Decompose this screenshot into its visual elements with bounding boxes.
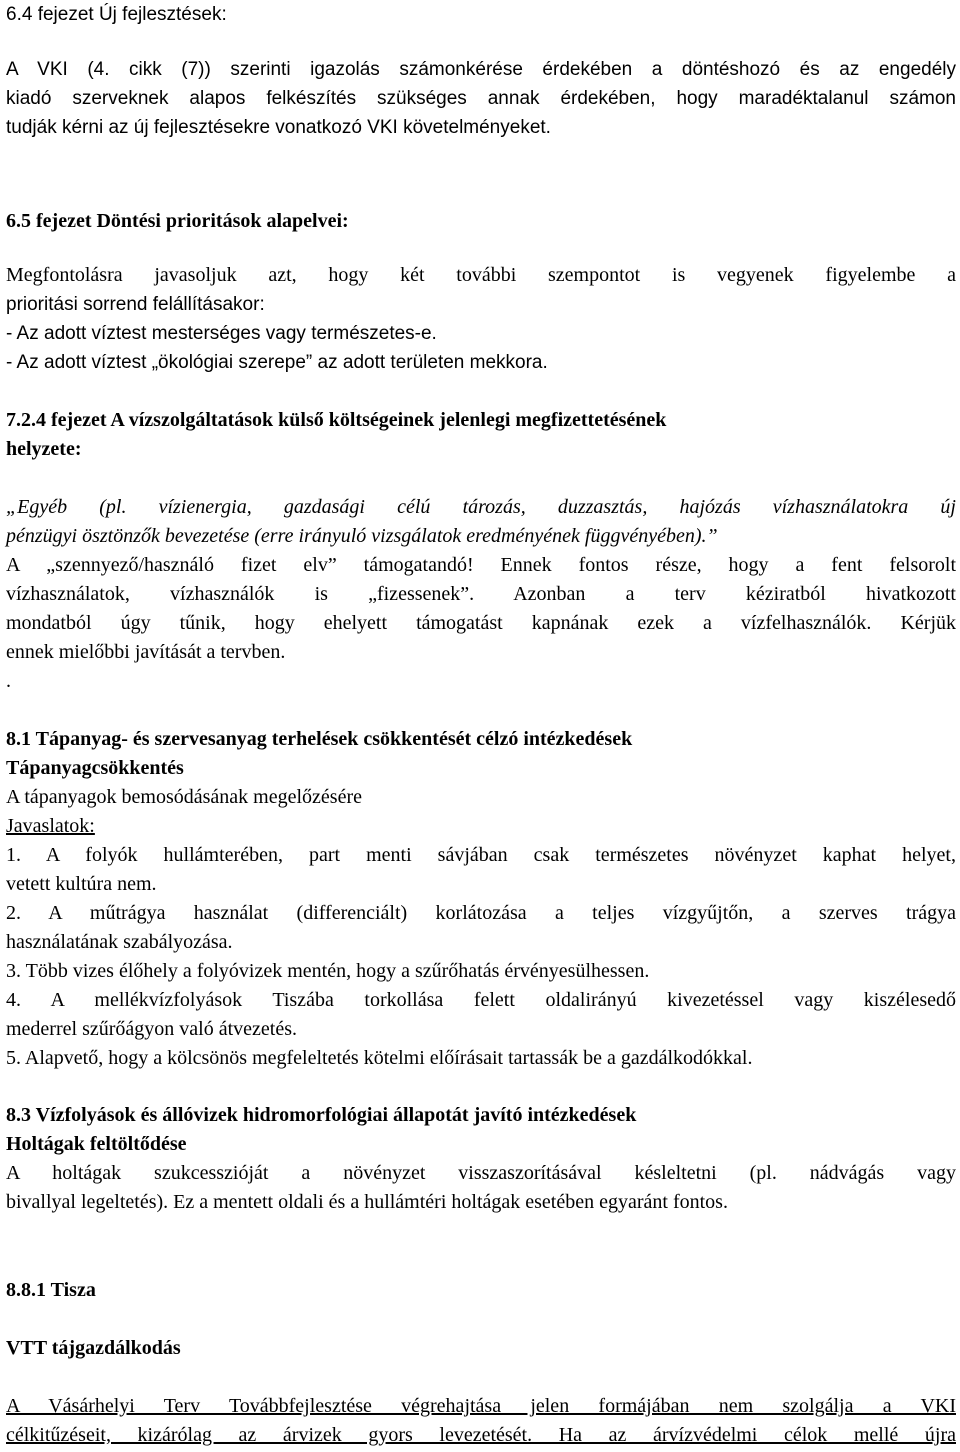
paragraph-line: .: [6, 670, 11, 692]
list-item-cont: vetett kultúra nem.: [6, 873, 157, 895]
section-6-4-title: 6.4 fejezet Új fejlesztések:: [6, 4, 227, 25]
section-8-1-intro: A tápanyagok bemosódásának megelőzésére: [6, 786, 362, 808]
section-8-3-subtitle: Holtágak feltöltődése: [6, 1133, 187, 1155]
section-7-2-4: [6, 406, 956, 464]
list-item-cont: használatának szabályozása.: [6, 931, 233, 953]
paragraph-line: - Az adott víztest mesterséges vagy természetes-e.: [6, 323, 437, 344]
section-8-3: [6, 1101, 956, 1217]
paragraph-line: Megfontolásra javasoljuk azt, hogy két további szempontot is vegyenek figyelembe a: [6, 264, 956, 286]
paragraph-line: vízhasználatok, vízhasználók is „fizessenek”. Azonban a terv kéziratból hivatkozott: [6, 583, 956, 605]
quote-line: „Egyéb (pl. vízienergia, gazdasági célú tározás, duzzasztás, hajózás vízhasználatokra új: [6, 496, 956, 518]
section-8-1-title: 8.1 Tápanyag- és szervesanyag terhelések csökkentését célzó intézkedések: [6, 728, 633, 750]
proposals-label: Javaslatok:: [6, 815, 95, 837]
quote-line: pénzügyi ösztönzők bevezetése (erre irányuló vizsgálatok eredményének függvényében).”: [6, 525, 718, 547]
section-6-4: [6, 0, 956, 29]
section-6-4-body: [6, 55, 956, 142]
section-8-8-1: [6, 1276, 956, 1305]
paragraph-line: - Az adott víztest „ökológiai szerepe” az adott területen mekkora.: [6, 352, 548, 373]
paragraph-line: kiadó szerveknek alapos felkészítés szükséges annak érdekében, hogy maradéktalanul számon: [6, 88, 956, 109]
underlined-line: A Vásárhelyi Terv Továbbfejlesztése végrehajtása jelen formájában nem szolgálja a VKI: [6, 1395, 956, 1417]
section-8-3-title: 8.3 Vízfolyások és állóvizek hidromorfológiai állapotát javító intézkedések: [6, 1104, 637, 1126]
section-6-5-title: 6.5 fejezet Döntési prioritások alapelvei:: [6, 210, 349, 232]
section-vtt-body: [6, 1392, 956, 1450]
section-8-8-1-title: 8.8.1 Tisza: [6, 1279, 96, 1301]
paragraph-line: A holtágak szukcesszióját a növényzet visszaszorításával késleltetni (pl. nádvágás vagy: [6, 1162, 956, 1184]
list-item-cont: mederrel szűrőágyon való átvezetés.: [6, 1018, 297, 1040]
underlined-line: célkitűzéseit, kizárólag az árvizek gyors levezetését. Ha az árvízvédelmi célok mellé újra: [6, 1424, 956, 1446]
section-vtt: [6, 1334, 956, 1363]
section-8-1-subtitle: Tápanyagcsökkentés: [6, 757, 184, 779]
section-6-5: [6, 207, 956, 236]
paragraph-line: mondatból úgy tűnik, hogy ehelyett támogatást kapnának ezek a vízfelhasználók. Kérjük: [6, 612, 956, 634]
paragraph-line: A VKI (4. cikk (7)) szerinti igazolás számonkérése érdekében a döntéshozó és az engedély: [6, 59, 956, 80]
section-7-2-4-title-line1: 7.2.4 fejezet A vízszolgáltatások külső költségeinek jelenlegi megfizettetésének: [6, 409, 667, 431]
list-item: 3. Több vizes élőhely a folyóvizek mentén, hogy a szűrőhatás érvényesülhessen.: [6, 960, 650, 982]
paragraph-line: tudják kérni az új fejlesztésekre vonatkozó VKI követelményeket.: [6, 117, 551, 138]
section-8-1: [6, 725, 956, 1073]
list-item: 5. Alapvető, hogy a kölcsönös megfeleltetés kötelmi előírásait tartassák be a gazdálkodókkal.: [6, 1047, 753, 1069]
paragraph-line: A „szennyező/használó fizet elv” támogatandó! Ennek fontos része, hogy a fent felsorolt: [6, 554, 956, 576]
paragraph-line: bivallyal legeltetés). Ez a mentett oldali és a hullámtéri holtágak esetében egyaránt fontos.: [6, 1191, 728, 1213]
list-item: 1. A folyók hullámterében, part menti sávjában csak természetes növényzet kaphat helyet,: [6, 844, 956, 866]
list-item: 2. A műtrágya használat (differenciált) korlátozása a teljes vízgyűjtőn, a szerves trágya: [6, 902, 956, 924]
paragraph-line: ennek mielőbbi javítását a tervben.: [6, 641, 286, 663]
section-7-2-4-title-line2: helyzete:: [6, 438, 82, 460]
section-6-5-body: [6, 261, 956, 377]
section-vtt-title: VTT tájgazdálkodás: [6, 1337, 181, 1359]
list-item: 4. A mellékvízfolyások Tiszába torkollása felett oldalirányú kivezetéssel vagy kiszélesedő: [6, 989, 956, 1011]
paragraph-line: prioritási sorrend felállításakor:: [6, 294, 265, 315]
section-7-2-4-body: [6, 493, 956, 696]
